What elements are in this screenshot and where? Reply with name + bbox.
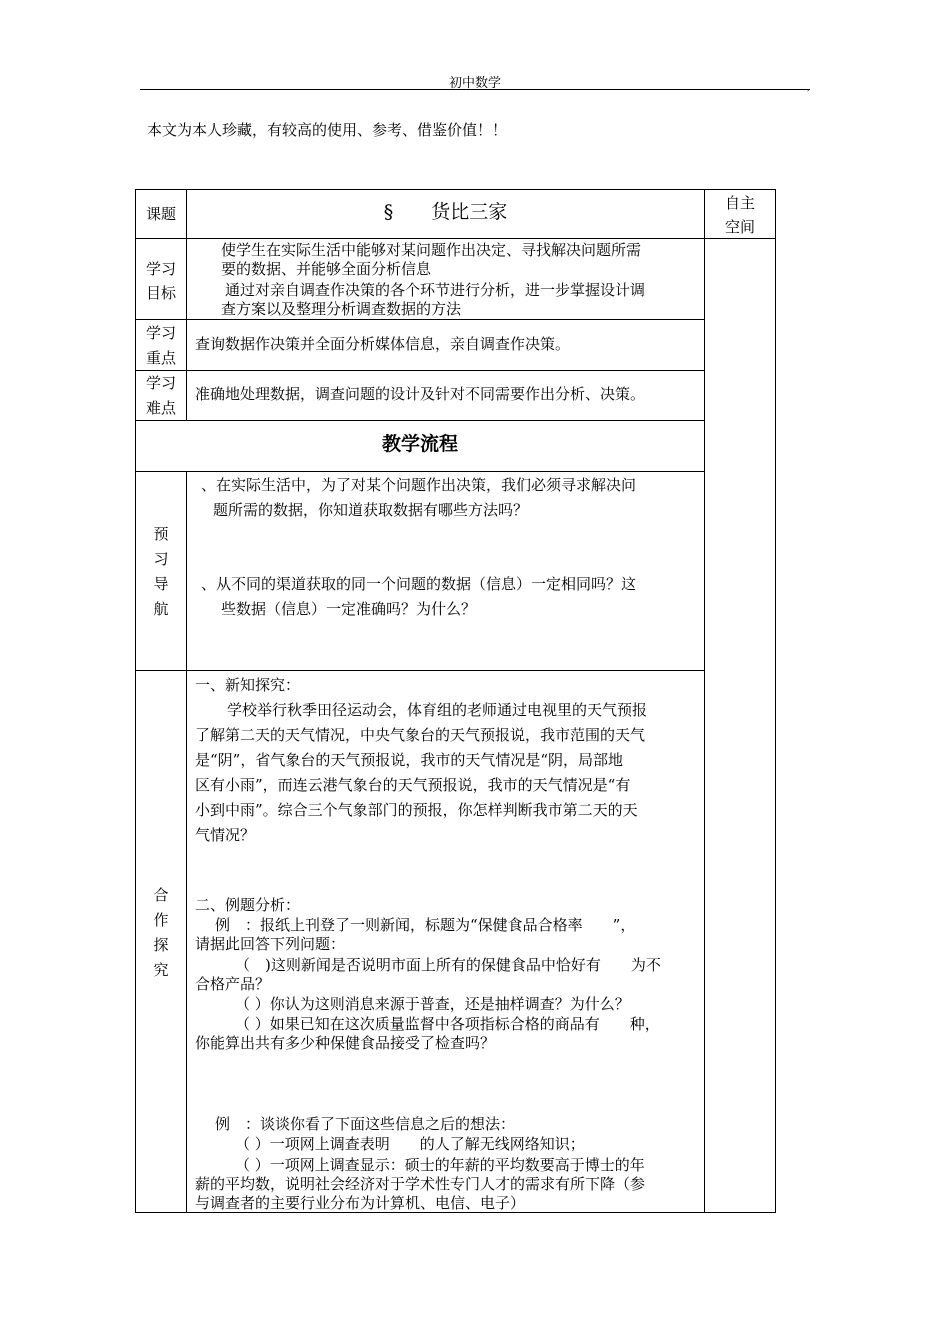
- coop-label-char-4: 究: [153, 961, 169, 979]
- coop-label-char-2: 作: [153, 911, 169, 929]
- key-label-line-2: 重点: [145, 349, 176, 367]
- preview-label-char-4: 航: [153, 600, 169, 618]
- flow-title: 教学流程: [381, 433, 458, 455]
- section-1-title: 一、新知探究：: [195, 676, 301, 694]
- lesson-title: § 货比三家: [383, 201, 508, 223]
- goal-2-line-2: 查方案以及整理分析调查数据的方法: [221, 300, 462, 318]
- example-1-q1-line-1: （ )这则新闻是否说明市面上所有的保健食品中恰好有 为不: [235, 956, 661, 974]
- section-1-line-6: 气情况？: [195, 826, 256, 844]
- section-1-line-5: 小到中雨”。综合三个气象部门的预报，你怎样判断我市第二天的天: [195, 801, 638, 819]
- example-1-line-1: 例 ：报纸上刊登了一则新闻，标题为“保健食品合格率 ”，: [215, 916, 636, 934]
- example-1-q2: （ ）你认为这则消息来源于普查，还是抽样调查？为什么？: [235, 995, 630, 1013]
- goals-label-line-2: 目标: [145, 284, 176, 302]
- preview-q1-line-2: 题所需的数据，你知道获取数据有哪些方法吗？: [213, 501, 529, 519]
- section-1-line-2: 了解第二天的天气情况，中央气象台的天气预报说，我市范围的天气: [195, 726, 646, 744]
- goal-2-line-1: 通过对亲自调查作决策的各个环节进行分析，进一步掌握设计调: [225, 281, 646, 299]
- section-2-title: 二、例题分析：: [195, 896, 301, 914]
- diff-label-line-2: 难点: [145, 399, 176, 417]
- section-1-line-3: 是“阴”，省气象台的天气预报说，我市的天气情况是“阴，局部地: [195, 751, 624, 769]
- coop-label-char-3: 探: [153, 936, 169, 954]
- header-rule: [140, 89, 810, 90]
- example-1-line-2: 请据此回答下列问题：: [195, 935, 346, 953]
- preview-label-char-2: 习: [153, 550, 169, 568]
- example-1-q3-line-2: 你能算出共有多少种保健食品接受了检查吗？: [195, 1034, 496, 1052]
- key-text: 查询数据作决策并全面分析媒体信息，亲自调查作决策。: [195, 335, 571, 353]
- title-label: 课题: [145, 205, 176, 223]
- example-2-q2-line-1: （ ）一项网上调查显示：硕士的年薪的平均数要高于博士的年: [235, 1156, 645, 1174]
- intro-text: 本文为本人珍藏，有较高的使用、参考、借鉴价值！！: [147, 121, 508, 139]
- lesson-table: [135, 189, 776, 1213]
- preview-q2-line-1: 、从不同的渠道获取的同一个问题的数据（信息）一定相同吗？这: [201, 575, 637, 593]
- coop-label-char-1: 合: [153, 886, 169, 904]
- example-2-q2-line-3: 与调查者的主要行业分布为计算机、电信、电子）: [195, 1194, 526, 1212]
- preview-label-char-1: 预: [153, 525, 169, 543]
- preview-q2-line-2: 些数据（信息）一定准确吗？为什么？: [221, 600, 477, 618]
- goal-1-line-2: 要的数据、并能够全面分析信息: [221, 260, 432, 278]
- section-1-line-4: 区有小雨”，而连云港气象台的天气预报说，我市的天气情况是“有: [195, 776, 631, 794]
- side-label-line-1: 自主: [724, 194, 755, 212]
- example-2-q1: （ ）一项网上调查表明 的人了解无线网络知识；: [235, 1135, 585, 1153]
- key-label-line-1: 学习: [145, 324, 176, 342]
- example-2-line-1: 例 ：谈谈你看了下面这些信息之后的想法：: [215, 1115, 516, 1133]
- example-1-q1-line-2: 合格产品？: [195, 975, 271, 993]
- header-mark: ,: [807, 83, 810, 93]
- side-label-line-2: 空间: [724, 218, 755, 236]
- preview-q1-line-1: 、在实际生活中，为了对某个问题作出决策，我们必须寻求解决问: [201, 476, 637, 494]
- preview-label-char-3: 导: [153, 575, 169, 593]
- example-1-q3-line-1: （ ）如果已知在这次质量监督中各项指标合格的商品有 种，: [235, 1015, 660, 1033]
- page-header-subject: 初中数学: [448, 76, 501, 91]
- diff-text: 准确地处理数据，调查问题的设计及针对不同需要作出分析、决策。: [195, 385, 646, 403]
- example-2-q2-line-2: 薪的平均数，说明社会经济对于学术性专门人才的需求有所下降（参: [195, 1175, 646, 1193]
- section-1-line-1: 学校举行秋季田径运动会，体育组的老师通过电视里的天气预报: [227, 701, 648, 719]
- side-space-cell: [704, 238, 776, 1213]
- goal-1-line-1: 使学生在实际生活中能够对某问题作出决定、寻找解决问题所需: [221, 241, 642, 259]
- goals-label-line-1: 学习: [145, 260, 176, 278]
- diff-label-line-1: 学习: [145, 374, 176, 392]
